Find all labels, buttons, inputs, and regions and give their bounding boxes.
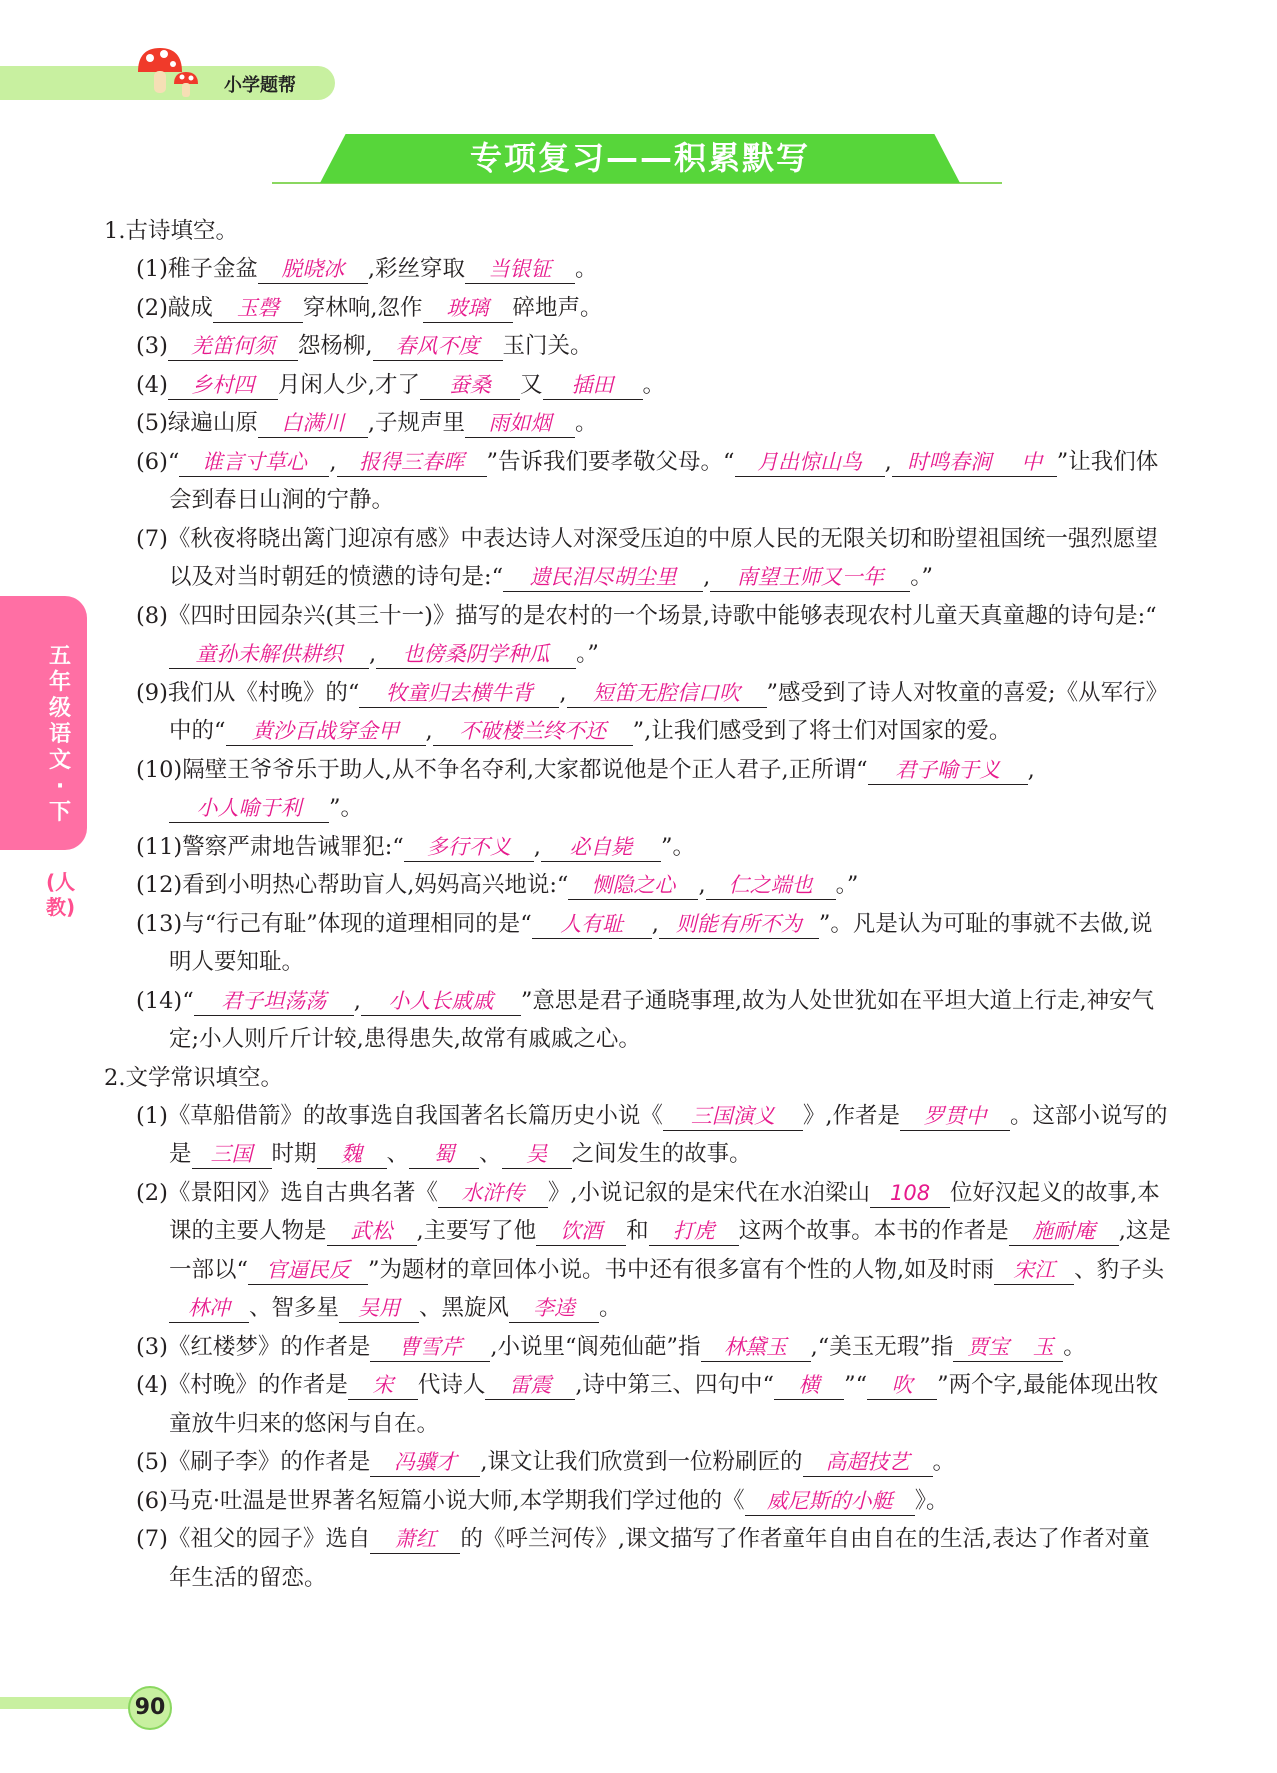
question-text: “	[167, 448, 180, 475]
answer-blank: 饮酒	[536, 1217, 626, 1246]
question-text: 时期	[271, 1141, 317, 1167]
answer-blank: 吴用	[339, 1294, 419, 1323]
question-text: 绿遍山原	[167, 410, 258, 436]
question-item	[104, 289, 1172, 328]
answer-blank: 打虎	[649, 1217, 739, 1246]
answer-blank: 萧红	[370, 1525, 460, 1554]
exercise-content	[104, 212, 1172, 1597]
question-text: “	[182, 987, 194, 1014]
answer-blank: 君子喻于义	[868, 756, 1028, 785]
question-item	[104, 674, 1172, 751]
question-text: 。	[642, 371, 666, 398]
brand-label: 小学题帮	[224, 75, 296, 96]
question-text: 又	[520, 371, 543, 398]
question-item	[104, 443, 1172, 520]
question-text: 敲成	[167, 294, 213, 321]
question-text: ”告诉我们要孝敬父母。“	[486, 448, 735, 475]
question-number: (3)	[136, 333, 168, 359]
question-text: 、豹子头	[1074, 1256, 1165, 1283]
question-text: ,	[369, 641, 377, 667]
question-item	[104, 327, 1172, 366]
answer-blank: 多行不义	[404, 833, 534, 862]
answer-blank: 贾宝	[953, 1333, 1023, 1362]
answer-blank: 谁言寸草心	[179, 448, 329, 477]
question-text: 。	[575, 410, 598, 436]
answer-blank: 脱晓冰	[258, 255, 368, 284]
question-text: ,	[559, 679, 567, 706]
question-text: ,	[425, 718, 433, 744]
answer-blank: 蚕桑	[420, 371, 520, 400]
side-book-label: 五年级语文·下	[48, 644, 71, 825]
question-text: ,	[1027, 756, 1035, 783]
answer-blank: 李逵	[509, 1294, 599, 1323]
answer-blank: 春风不度	[373, 332, 503, 361]
question-item	[104, 1328, 1172, 1367]
answer-blank: 蜀	[409, 1140, 479, 1169]
question-text: 。”	[835, 872, 859, 898]
question-text: 我们从《村晚》的“	[167, 679, 360, 706]
question-text: 马克·吐温是世界著名短篇小说大师,本学期我们学过他的《	[167, 1487, 745, 1514]
question-number: (14)	[136, 987, 183, 1014]
question-text: 。”	[576, 641, 599, 667]
question-number: (12)	[136, 872, 183, 898]
answer-blank: 羌笛何须	[168, 332, 298, 361]
answer-blank: 时鸣春涧	[892, 448, 1007, 477]
question-text: ,诗中第三、四句中“	[575, 1372, 775, 1398]
question-item	[104, 866, 1172, 905]
question-number: (2)	[136, 294, 168, 321]
question-text: ,小说里“阆苑仙葩”指	[490, 1333, 701, 1360]
question-text: 。”	[910, 564, 934, 590]
answer-blank: 吹	[867, 1371, 937, 1400]
question-text: 看到小明热心帮助盲人,妈妈高兴地说:“	[182, 872, 569, 898]
answer-blank: 魏	[317, 1140, 387, 1169]
question-text: 、	[479, 1141, 502, 1167]
question-text: 玉门关。	[502, 333, 593, 359]
question-number: (4)	[136, 1372, 168, 1398]
page-number: 90	[128, 1686, 172, 1730]
question-item	[104, 1366, 1172, 1443]
question-text: ,课文让我们欣赏到一位粉刷匠的	[480, 1449, 803, 1475]
question-text: 与“行己有耻”体现的道理相同的是“	[182, 910, 532, 937]
question-text: 、黑旋风	[419, 1295, 510, 1321]
question-text: 稚子金盆	[167, 256, 258, 282]
question-text: 碎地声。	[512, 294, 603, 321]
question-text: ,彩丝穿取	[367, 256, 466, 282]
answer-blank: 宋	[348, 1371, 418, 1400]
question-number: (11)	[136, 833, 183, 860]
answer-blank: 雨如烟	[465, 409, 575, 438]
question-text: 怨杨柳,	[297, 333, 373, 359]
question-text: ,	[651, 910, 659, 937]
question-text: ,子规声里	[367, 410, 466, 436]
question-item	[104, 1097, 1172, 1174]
question-text: 《四时田园杂兴(其三十一)》描写的是农村的一个场景,诗歌中能够表现农村儿童天真童趣的诗句是:“	[167, 602, 1157, 629]
question-number: (5)	[136, 410, 168, 436]
answer-blank: 三国演义	[663, 1102, 803, 1131]
question-text: 代诗人	[417, 1372, 486, 1398]
question-text: 隔壁王爷爷乐于助人,从不争名夺利,大家都说他是个正人君子,正所谓“	[182, 756, 868, 783]
question-number: (7)	[136, 525, 168, 552]
section-heading: 1.古诗填空。	[104, 218, 238, 244]
answer-blank: 遗民泪尽胡尘里	[503, 563, 703, 592]
question-text: 》。	[914, 1487, 949, 1514]
answer-blank: 高超技艺	[803, 1448, 933, 1477]
question-text: ”,让我们感受到了将士们对国家的爱。	[632, 718, 1012, 744]
question-text: 《刷子李》的作者是	[167, 1449, 371, 1475]
question-item	[104, 366, 1172, 405]
answer-blank: 冯骥才	[370, 1448, 480, 1477]
question-text: 的《呼兰河传》,课文描写了作者童年自由自在的生活,表达了作者对童年生活的留恋。	[169, 1526, 1150, 1591]
question-text: ,	[533, 833, 541, 860]
answer-blank: 童孙未解供耕织	[169, 640, 369, 669]
answer-blank: 不破楼兰终不还	[433, 717, 633, 746]
question-text: 《红楼梦》的作者是	[167, 1333, 371, 1360]
question-text: 《草船借箭》的故事选自我国著名长篇历史小说《	[167, 1102, 663, 1129]
answer-blank: 也傍桑阴学种瓜	[376, 640, 576, 669]
question-text: 位好汉起义的故事,本课的主要人物是	[169, 1179, 1160, 1244]
answer-blank: 三国	[192, 1140, 272, 1169]
question-text: ,	[329, 448, 337, 475]
answer-blank: 小人喻于利	[169, 794, 329, 823]
question-text: 。	[575, 256, 598, 282]
question-text: 。这部小说写的是	[169, 1102, 1168, 1167]
question-text: ”让我们体会到春日山涧的宁静。	[169, 448, 1159, 513]
answer-blank: 曹雪芹	[370, 1333, 490, 1362]
mushroom-icon	[130, 44, 200, 102]
question-number: (13)	[136, 910, 183, 937]
answer-blank: 则能有所不为	[659, 910, 819, 939]
question-number: (5)	[136, 1449, 168, 1475]
question-item	[104, 520, 1172, 597]
answer-blank: 君子坦荡荡	[194, 987, 354, 1016]
question-text: ,	[884, 448, 892, 475]
answer-blank: 水浒传	[438, 1179, 548, 1208]
answer-blank: 月出惊山鸟	[735, 448, 885, 477]
answer-blank: 宋江	[994, 1256, 1074, 1285]
question-text: ”为题材的章回体小说。书中还有很多富有个性的人物,如及时雨	[368, 1256, 995, 1283]
question-item	[104, 828, 1172, 867]
answer-blank: 南望王师又一年	[710, 563, 910, 592]
question-text: ”两个字,最能体现出牧童放牛归来的悠闲与自在。	[169, 1372, 1159, 1437]
footer-bar	[0, 1697, 135, 1709]
question-item	[104, 597, 1172, 674]
question-number: (1)	[136, 256, 168, 282]
question-number: (8)	[136, 602, 168, 629]
question-text: 。	[1063, 1333, 1086, 1360]
answer-blank: 玉	[1023, 1333, 1063, 1362]
answer-blank: 罗贯中	[900, 1102, 1010, 1131]
section-heading: 2.文学常识填空。	[104, 1064, 283, 1091]
answer-blank: 108	[870, 1179, 950, 1208]
answer-blank: 牧童归去横牛背	[359, 679, 559, 708]
question-text: ,主要写了他	[416, 1218, 537, 1244]
question-text: 、	[386, 1141, 410, 1167]
answer-blank: 吴	[502, 1140, 572, 1169]
question-text: ”。	[660, 833, 695, 860]
answer-blank: 乡村四	[168, 371, 278, 400]
question-text: 。	[599, 1295, 622, 1321]
question-item	[104, 1520, 1172, 1597]
question-text: 、智多星	[249, 1295, 340, 1321]
question-item	[104, 1443, 1172, 1482]
question-text: ”意思是君子通晓事理,故为人处世犹如在平坦大道上行走,神安气定;小人则斤斤计较,患得患失,故常有戚戚之心。	[169, 987, 1155, 1052]
side-edition-label: (人教)	[46, 870, 76, 919]
question-number: (10)	[136, 756, 183, 783]
answer-blank: 武松	[327, 1217, 417, 1246]
question-text: 这两个故事。本书的作者是	[738, 1218, 1009, 1244]
answer-blank: 威尼斯的小艇	[745, 1487, 915, 1516]
question-text: 《村晚》的作者是	[167, 1372, 348, 1398]
question-text: 穿林响,忽作	[302, 294, 423, 321]
answer-blank: 人有耻	[532, 910, 652, 939]
question-text: 《祖父的园子》选自	[167, 1526, 371, 1552]
question-text: ,	[703, 564, 711, 590]
question-text: ,“美玉无瑕”指	[810, 1333, 954, 1360]
question-text: ,	[353, 987, 361, 1014]
question-text: ”感受到了诗人对牧童的喜爱;《从军行》中的“	[169, 679, 1169, 744]
question-text: 《秋夜将晓出篱门迎凉有感》中表达诗人对深受压迫的中原人民的无限关切和盼望祖国统一强烈愿望以及对当时朝廷的愤懑的诗句是:“	[167, 525, 1158, 590]
question-text: 》,小说记叙的是宋代在水泊梁山	[547, 1179, 871, 1206]
question-item	[104, 1174, 1172, 1328]
answer-blank: 玻璃	[423, 294, 513, 323]
answer-blank: 黄沙百战穿金甲	[226, 717, 426, 746]
question-text: 《景阳冈》选自古典名著《	[167, 1179, 438, 1206]
question-number: (6)	[136, 1487, 168, 1514]
answer-blank: 当银钲	[465, 255, 575, 284]
answer-blank: 玉磬	[213, 294, 303, 323]
answer-blank: 官逼民反	[248, 1256, 368, 1285]
answer-blank: 插田	[543, 371, 643, 400]
question-number: (6)	[136, 448, 168, 475]
answer-blank: 林冲	[169, 1294, 249, 1323]
question-text: ”。	[329, 795, 364, 821]
question-text: 。	[932, 1449, 956, 1475]
question-text: 和	[626, 1218, 649, 1244]
question-text: 月闲人少,才了	[277, 371, 421, 398]
question-item	[104, 1482, 1172, 1521]
question-number: (4)	[136, 371, 168, 398]
question-number: (1)	[136, 1102, 168, 1129]
page-title: 专项复习——积累默写	[469, 139, 810, 177]
question-text: ,这是一部以“	[169, 1218, 1171, 1283]
answer-blank: 仁之端也	[706, 871, 836, 900]
question-text: 之间发生的故事。	[571, 1141, 752, 1167]
question-number: (9)	[136, 679, 168, 706]
question-number: (2)	[136, 1179, 168, 1206]
question-item	[104, 982, 1172, 1059]
answer-blank: 雷震	[485, 1371, 575, 1400]
question-text: 》,作者是	[802, 1102, 901, 1129]
answer-blank: 报得三春晖	[337, 448, 487, 477]
question-item	[104, 905, 1172, 982]
answer-blank: 短笛无腔信口吹	[567, 679, 767, 708]
question-number: (3)	[136, 1333, 168, 1360]
answer-blank: 小人长戚戚	[361, 987, 521, 1016]
answer-blank: 白满川	[258, 409, 368, 438]
question-text: ”“	[844, 1372, 868, 1398]
answer-blank: 恻隐之心	[568, 871, 698, 900]
question-text: ,	[698, 872, 706, 898]
question-text: ”。凡是认为可耻的事就不去做,说明人要知耻。	[169, 910, 1153, 975]
question-text: 警察严肃地告诫罪犯:“	[182, 833, 404, 860]
question-item	[104, 751, 1172, 828]
answer-blank: 中	[1007, 448, 1057, 477]
answer-blank: 林黛玉	[701, 1333, 811, 1362]
question-item	[104, 404, 1172, 443]
answer-blank: 必自毙	[541, 833, 661, 862]
question-item	[104, 250, 1172, 289]
answer-blank: 施耐庵	[1009, 1217, 1119, 1246]
question-number: (7)	[136, 1526, 168, 1552]
answer-blank: 横	[774, 1371, 844, 1400]
